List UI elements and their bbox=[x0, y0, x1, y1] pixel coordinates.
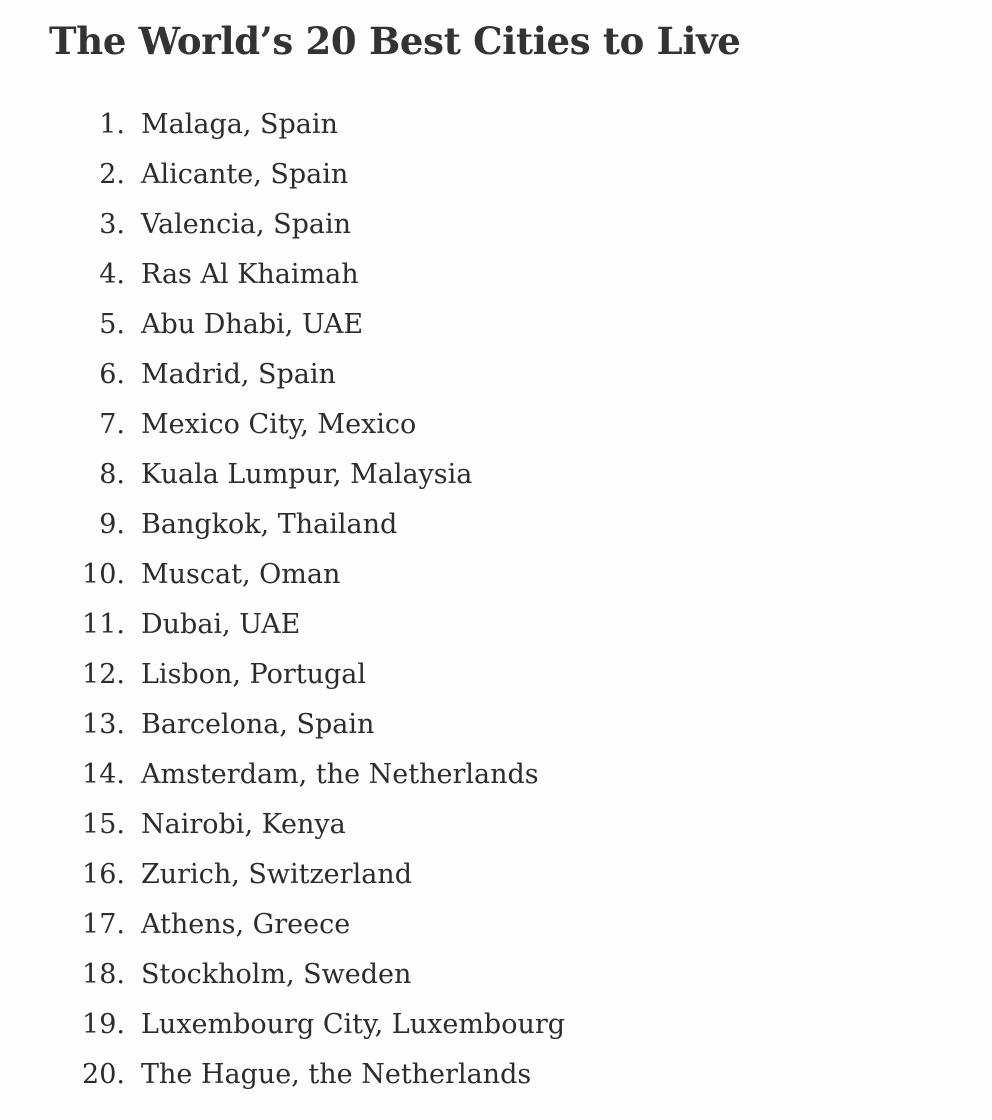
list-item bbox=[0, 800, 992, 850]
list-item-city: Barcelona, Spain bbox=[141, 709, 375, 740]
list-item-number: 7. bbox=[99, 409, 125, 440]
list-item bbox=[0, 1000, 992, 1050]
list-item-city: Mexico City, Mexico bbox=[141, 409, 417, 440]
list-item-number: 10. bbox=[82, 559, 125, 590]
list-item-city: Stockholm, Sweden bbox=[141, 959, 412, 990]
list-item-city: Zurich, Switzerland bbox=[141, 859, 412, 890]
list-item-number: 11. bbox=[82, 609, 125, 640]
list-item-number: 6. bbox=[99, 359, 125, 390]
list-item-city: Madrid, Spain bbox=[141, 359, 336, 390]
list-item-number: 2. bbox=[99, 159, 125, 190]
list-item bbox=[0, 550, 992, 600]
list-item bbox=[0, 650, 992, 700]
list-item bbox=[0, 700, 992, 750]
list-item-city: Amsterdam, the Netherlands bbox=[141, 759, 539, 790]
list-item-city: Nairobi, Kenya bbox=[141, 809, 346, 840]
list-item bbox=[0, 350, 992, 400]
list-item bbox=[0, 100, 992, 150]
list-item-city: The Hague, the Netherlands bbox=[141, 1059, 532, 1090]
list-item bbox=[0, 500, 992, 550]
list-item-city: Bangkok, Thailand bbox=[141, 509, 398, 540]
list-item-city: Muscat, Oman bbox=[141, 559, 341, 590]
list-item bbox=[0, 1050, 992, 1100]
list-item-number: 12. bbox=[82, 659, 125, 690]
list-item-city: Ras Al Khaimah bbox=[141, 259, 359, 290]
list-item bbox=[0, 300, 992, 350]
list-item-city: Alicante, Spain bbox=[141, 159, 349, 190]
list-item bbox=[0, 600, 992, 650]
page-title: The World’s 20 Best Cities to Live bbox=[49, 19, 741, 63]
list-item bbox=[0, 150, 992, 200]
list-item-number: 5. bbox=[99, 309, 125, 340]
list-item bbox=[0, 850, 992, 900]
list-item-number: 14. bbox=[82, 759, 125, 790]
list-item-number: 20. bbox=[82, 1059, 125, 1090]
list-item bbox=[0, 200, 992, 250]
list-item-number: 3. bbox=[99, 209, 125, 240]
list-item-city: Lisbon, Portugal bbox=[141, 659, 367, 690]
list-item-number: 19. bbox=[82, 1009, 125, 1040]
list-item bbox=[0, 400, 992, 450]
list-item-number: 18. bbox=[82, 959, 125, 990]
list-item bbox=[0, 450, 992, 500]
list-item-city: Kuala Lumpur, Malaysia bbox=[141, 459, 473, 490]
list-item-city: Luxembourg City, Luxembourg bbox=[141, 1009, 566, 1040]
list-item-city: Malaga, Spain bbox=[141, 109, 338, 140]
list-item-number: 9. bbox=[99, 509, 125, 540]
list-item-number: 16. bbox=[82, 859, 125, 890]
list-item-number: 4. bbox=[99, 259, 125, 290]
list-item bbox=[0, 250, 992, 300]
list-item-number: 13. bbox=[82, 709, 125, 740]
list-item-city: Abu Dhabi, UAE bbox=[141, 309, 364, 340]
list-item-city: Valencia, Spain bbox=[141, 209, 352, 240]
list-item-number: 1. bbox=[99, 109, 125, 140]
list-item-number: 17. bbox=[82, 909, 125, 940]
list-item bbox=[0, 950, 992, 1000]
list-item-city: Athens, Greece bbox=[141, 909, 351, 940]
list-item-number: 15. bbox=[82, 809, 125, 840]
list-item bbox=[0, 900, 992, 950]
list-item bbox=[0, 750, 992, 800]
city-list bbox=[0, 100, 992, 1100]
list-item-city: Dubai, UAE bbox=[141, 609, 301, 640]
list-item-number: 8. bbox=[99, 459, 125, 490]
